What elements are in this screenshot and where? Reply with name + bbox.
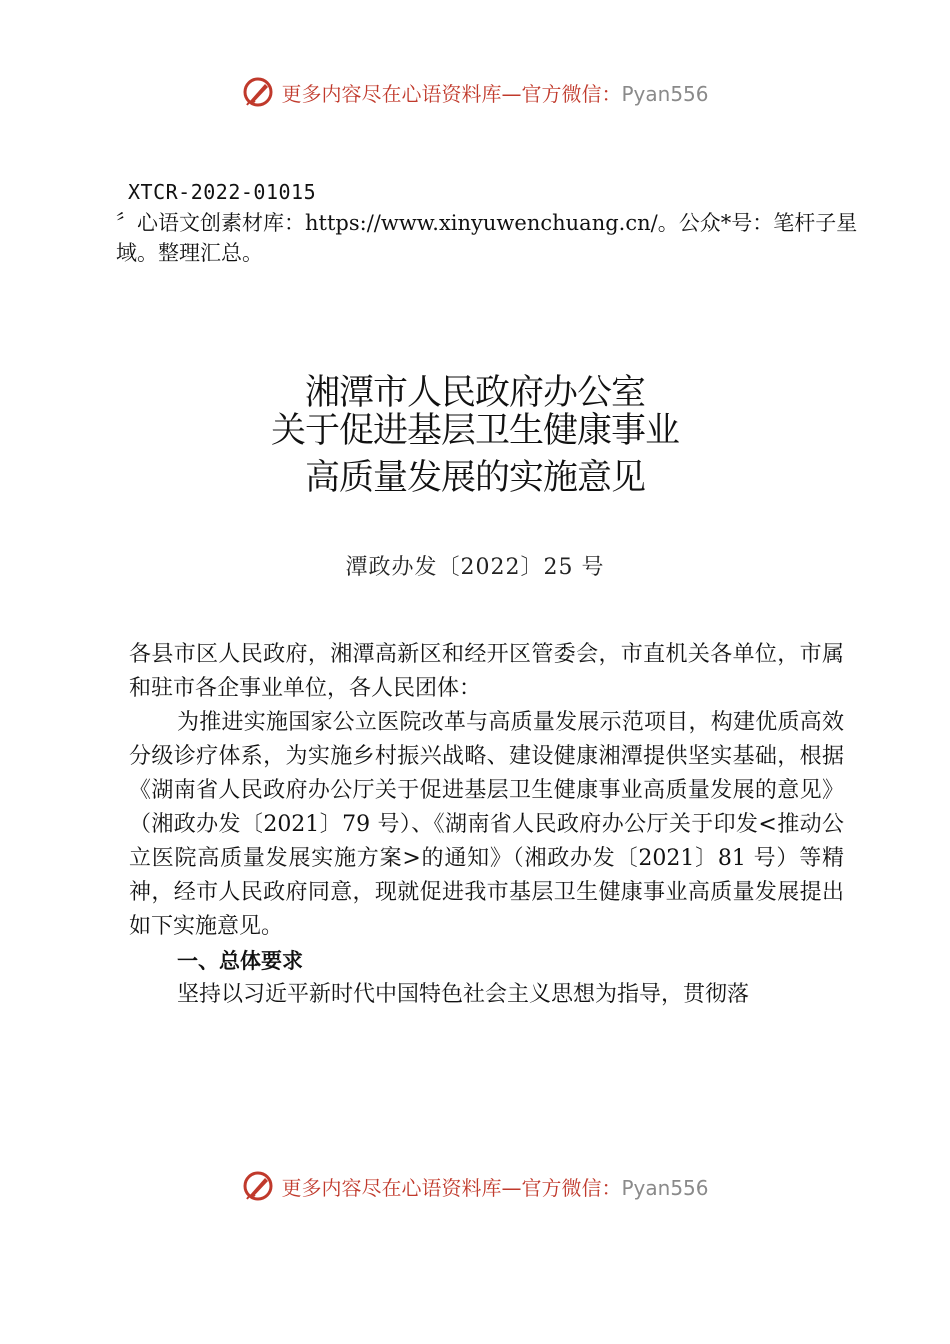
pen-circle-icon	[241, 75, 275, 109]
document-body	[129, 638, 844, 1012]
banner-text: 更多内容尽在心语资料库—官方微信：Pyan556	[281, 1175, 709, 1200]
banner-wechat-id: Pyan556	[621, 81, 709, 106]
source-line: 〞心语文创素材库：https://www.xinyuwenchuang.cn/。公众*号：笔杆子星域。整理汇总。	[116, 211, 858, 265]
title-line-3: 高质量发展的实施意见	[304, 458, 645, 498]
section-heading: 一、总体要求	[177, 949, 303, 973]
pen-circle-icon	[241, 1169, 275, 1203]
top-watermark-banner	[0, 72, 950, 112]
title-line-2: 关于促进基层卫生健康事业	[270, 411, 679, 451]
document-number: 潭政办发〔2022〕25 号	[345, 555, 605, 580]
banner-wechat-id: Pyan556	[621, 1175, 709, 1200]
intro-paragraph: 为推进实施国家公立医院改革与高质量发展示范项目，构建优质高效分级诊疗体系，为实施乡村振兴战略、建设健康湘潭提供坚实基础，根据《湖南省人民政府办公厅关于促进基层卫生健康事业高质量发展的意见》（湘政办发〔2021〕79 号）、《湖南省人民政府办公厅关于印发<推动公立医院高质量发展实施方案>的通知》（湘政办发〔2021〕81 号）等精神，经市人民政府同意，现就促进我市基层卫生健康事业高质量发展提出如下实施意见。	[129, 710, 844, 939]
bottom-watermark-banner	[0, 1166, 950, 1206]
title-line-1: 湘潭市人民政府办公室	[304, 373, 645, 413]
document-id: XTCR-2022-01015	[128, 180, 317, 204]
addressee: 各县市区人民政府，湘潭高新区和经开区管委会，市直机关各单位，市属和驻市各企事业单位，各人民团体：	[129, 642, 844, 701]
banner-text: 更多内容尽在心语资料库—官方微信：Pyan556	[281, 81, 709, 106]
body-paragraph: 坚持以习近平新时代中国特色社会主义思想为指导，贯彻落	[177, 982, 750, 1007]
